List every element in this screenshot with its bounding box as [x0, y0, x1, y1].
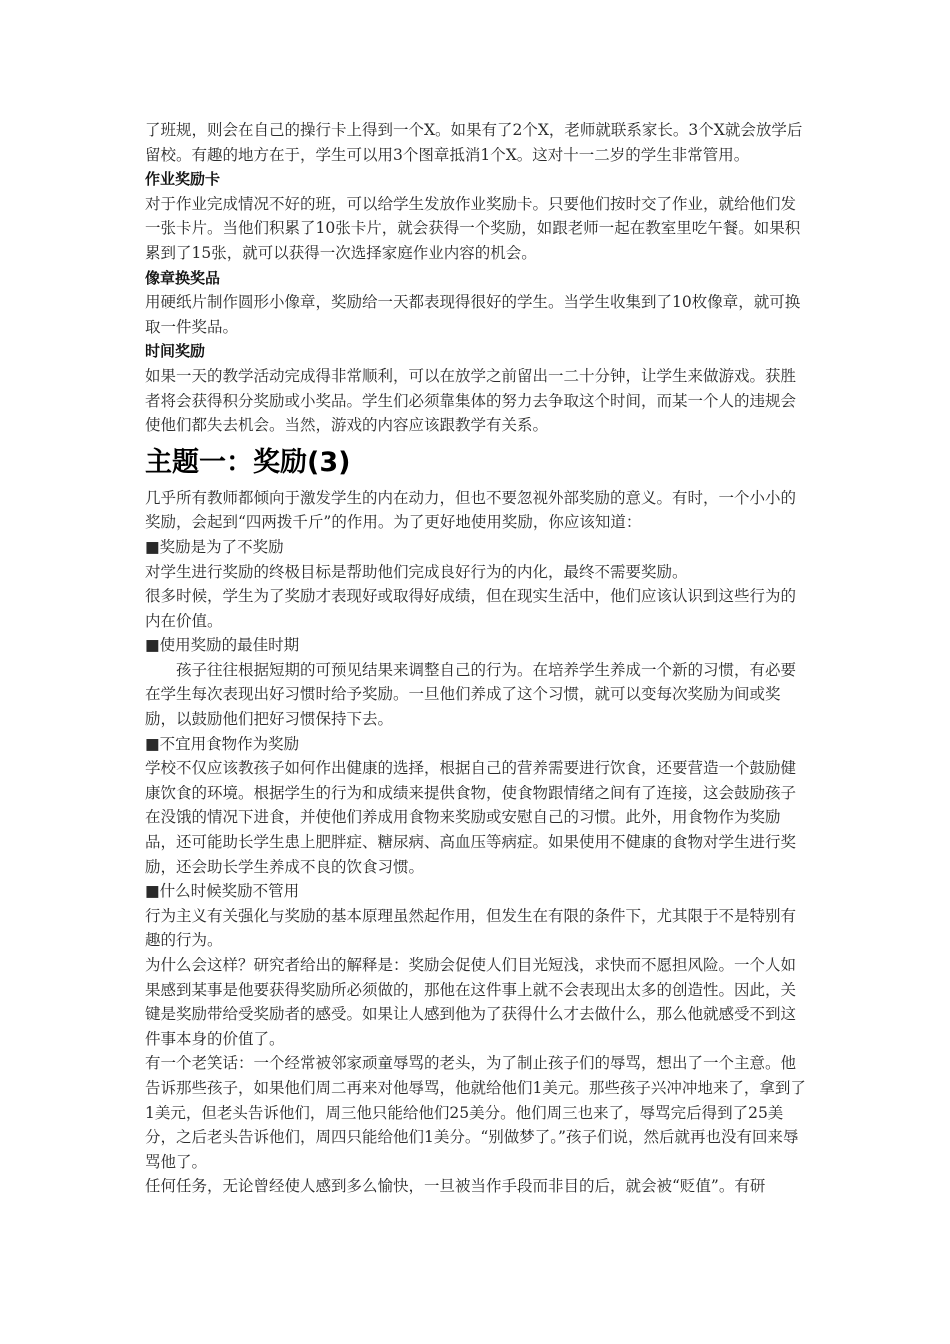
- badge-heading: 像章换奖品: [145, 268, 221, 287]
- item2-paragraph-1: 孩子往往根据短期的可预见结果来调整自己的行为。在培养学生养成一个新的习惯，有必要在学生每次表现出好习惯时给予奖励。一旦他们养成了这个习惯，就可以变每次奖励为间或奖励，以鼓励他们把好习惯保持下去。: [145, 660, 797, 729]
- intro-paragraph: 了班规，则会在自己的操行卡上得到一个X。如果有了2个X，老师就联系家长。3个X就会放学后留校。有趣的地方在于，学生可以用3个图章抵消1个X。这对十一二岁的学生非常管用。: [145, 121, 803, 164]
- section-title: 主题一：奖励(3): [145, 446, 351, 478]
- item2-heading: ■使用奖励的最佳时期: [145, 636, 300, 655]
- item1-paragraph-1: 对学生进行奖励的终极目标是帮助他们完成良好行为的内化，最终不需要奖励。: [145, 562, 688, 581]
- homework-card-heading: 作业奖励卡: [145, 170, 221, 189]
- badge-paragraph: 用硬纸片制作圆形小像章，奖励给一天都表现得很好的学生。当学生收集到了10枚像章，就可换取一件奖品。: [145, 293, 801, 336]
- item1-paragraph-2: 很多时候，学生为了奖励才表现好或取得好成绩，但在现实生活中，他们应该认识到这些行为的内在价值。: [145, 587, 797, 630]
- item3-paragraph-1: 学校不仅应该教孩子如何作出健康的选择，根据自己的营养需要进行饮食，还要营造一个鼓励健康饮食的环境。根据学生的行为和成绩来提供食物，使食物跟情绪之间有了连接，这会鼓励孩子在没饿的情况下进食，并使他们养成用食物来奖励或安慰自己的习惯。此外，用食物作为奖励品，还可能助长学生患上肥胖症、糖尿病、高血压等病症。如果使用不健康的食物对学生进行奖励，还会助长学生养成不良的饮食习惯。: [145, 759, 797, 876]
- item4-paragraph-4: 任何任务，无论曾经使人感到多么愉快，一旦被当作手段而非目的后，就会被“贬值”。有研: [145, 1177, 766, 1196]
- section-intro-paragraph: 几乎所有教师都倾向于激发学生的内在动力，但也不要忽视外部奖励的意义。有时，一个小小的奖励，会起到“四两拨千斤”的作用。为了更好地使用奖励，你应该知道：: [145, 488, 797, 532]
- item4-paragraph-1: 行为主义有关强化与奖励的基本原理虽然起作用，但发生在有限的条件下，尤其限于不是特别有趣的行为。: [145, 906, 797, 950]
- item3-heading: ■不宜用食物作为奖励: [145, 734, 300, 753]
- item4-heading: ■什么时候奖励不管用: [145, 882, 300, 901]
- time-reward-heading: 时间奖励: [145, 342, 206, 361]
- item4-paragraph-2: 为什么会这样？研究者给出的解释是：奖励会促使人们目光短浅，求快而不愿担风险。一个人如果感到某事是他要获得奖励所必须做的，那他在这件事上就不会表现出太多的创造性。因此，关键是奖励带给受奖励者的感受。如果让人感到他为了获得什么才去做什么，那么他就感受不到这件事本身的价值了。: [145, 956, 797, 1048]
- document-page: [145, 118, 810, 1199]
- item1-heading: ■奖励是为了不奖励: [145, 537, 284, 556]
- homework-card-paragraph: 对于作业完成情况不好的班，可以给学生发放作业奖励卡。只要他们按时交了作业，就给他们发一张卡片。当他们积累了10张卡片，就会获得一个奖励，如跟老师一起在教室里吃午餐。如果积累到了15张，就可以获得一次选择家庭作业内容的机会。: [145, 194, 801, 262]
- time-reward-paragraph: 如果一天的教学活动完成得非常顺利，可以在放学之前留出一二十分钟，让学生来做游戏。获胜者将会获得积分奖励或小奖品。学生们必须靠集体的努力去争取这个时间，而某一个人的违规会使他们都失去机会。当然，游戏的内容应该跟教学有关系。: [145, 366, 797, 435]
- item4-paragraph-3: 有一个老笑话：一个经常被邻家顽童辱骂的老头，为了制止孩子们的辱骂，想出了一个主意。他告诉那些孩子，如果他们周二再来对他辱骂，他就给他们1美元。那些孩子兴冲冲地来了，拿到了1美元，但老头告诉他们，周三他只能给他们25美分。他们周三也来了，辱骂完后得到了25美分，之后老头告诉他们，周四只能给他们1美分。“别做梦了。”孩子们说，然后就再也没有回来辱骂他了。: [145, 1054, 806, 1171]
